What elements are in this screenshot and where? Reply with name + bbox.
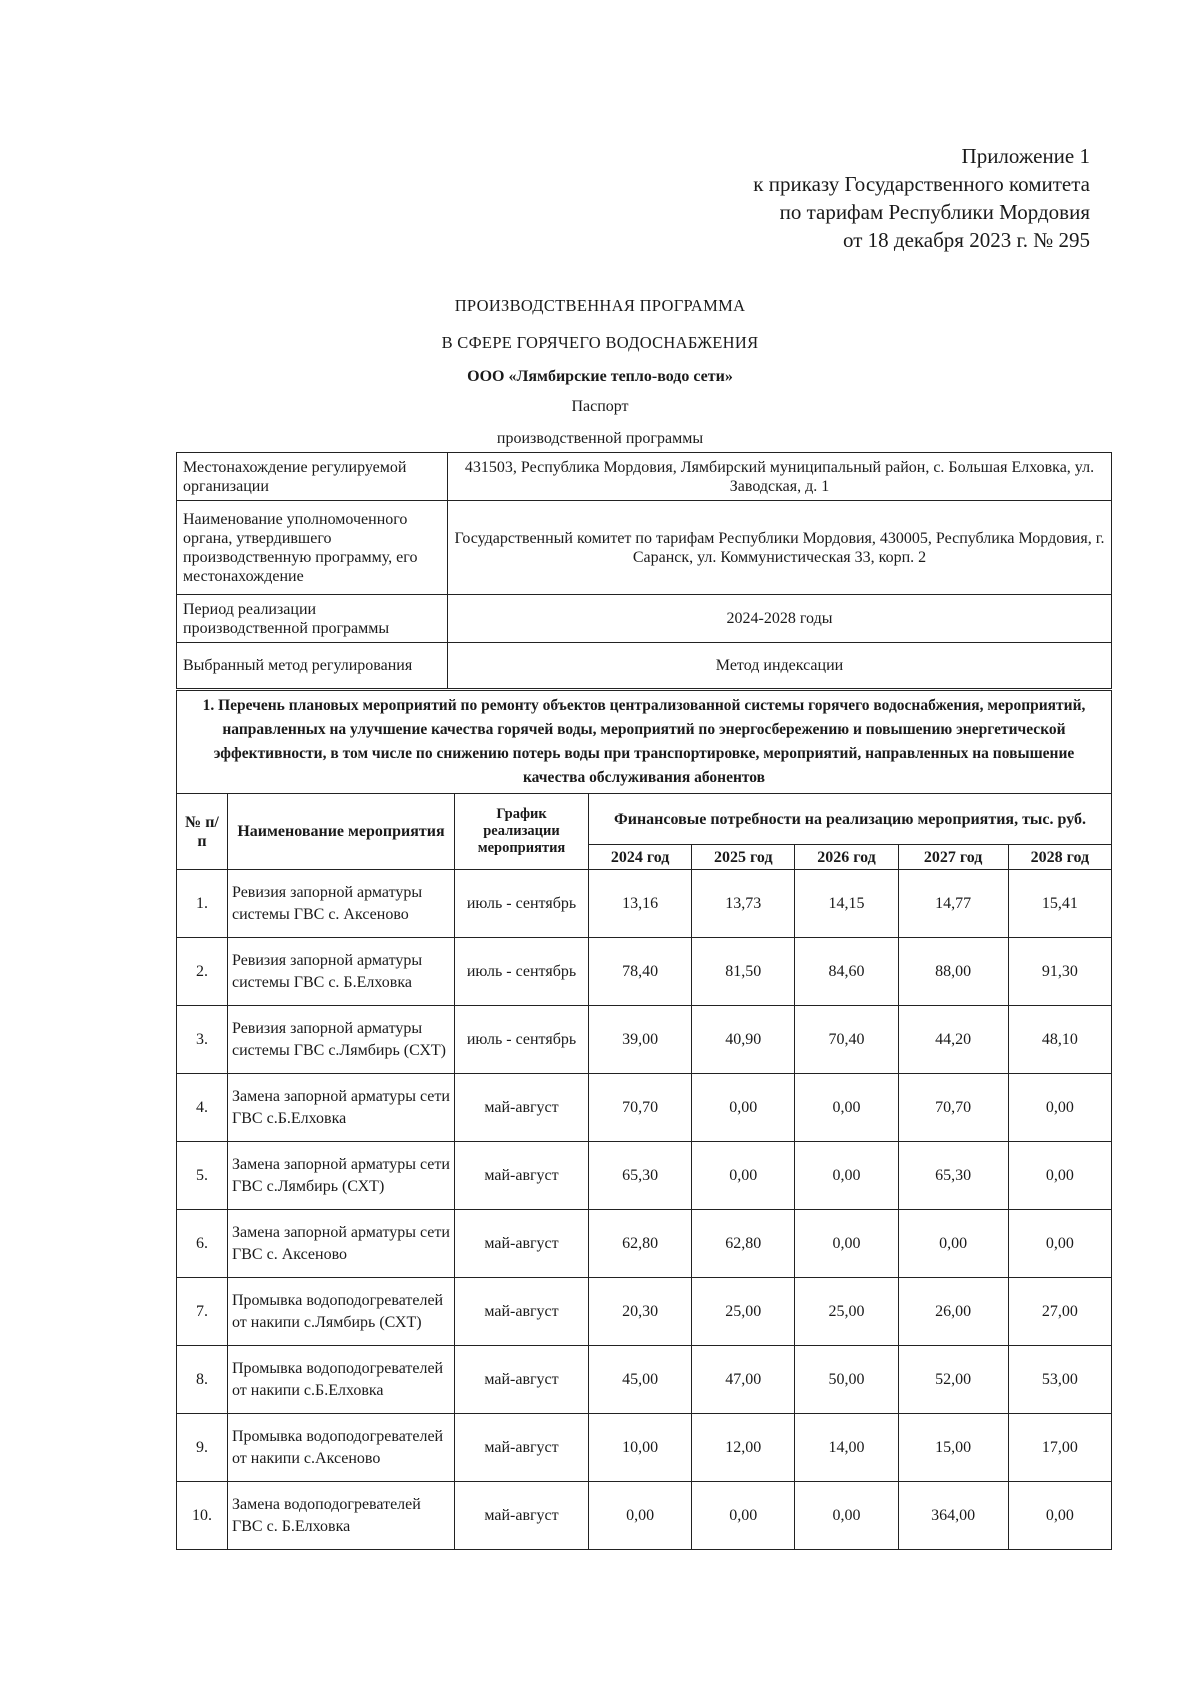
header-year: 2025 год xyxy=(692,845,795,870)
finance-value: 25,00 xyxy=(795,1278,898,1346)
appendix-line: от 18 декабря 2023 г. № 295 xyxy=(843,228,1090,252)
event-name: Замена запорной арматуры сети ГВС с.Б.Елховка xyxy=(228,1074,455,1142)
finance-value: 88,00 xyxy=(898,938,1008,1006)
event-schedule: июль - сентябрь xyxy=(455,870,589,938)
event-schedule: май-август xyxy=(455,1210,589,1278)
header-year: 2027 год xyxy=(898,845,1008,870)
passport-label: Местонахождение регулируемой организации xyxy=(177,453,448,501)
event-schedule: июль - сентябрь xyxy=(455,1006,589,1074)
finance-value: 62,80 xyxy=(692,1210,795,1278)
passport-value: Метод индексации xyxy=(448,643,1112,689)
finance-value: 0,00 xyxy=(692,1142,795,1210)
table-row xyxy=(177,1210,1112,1278)
finance-value: 14,77 xyxy=(898,870,1008,938)
finance-value: 26,00 xyxy=(898,1278,1008,1346)
finance-value: 70,70 xyxy=(898,1074,1008,1142)
finance-value: 0,00 xyxy=(898,1210,1008,1278)
passport-row xyxy=(177,643,1112,689)
finance-value: 81,50 xyxy=(692,938,795,1006)
passport-subheading: производственной программы xyxy=(496,430,704,447)
finance-value: 14,00 xyxy=(795,1414,898,1482)
event-name: Промывка водоподогревателей от накипи с.Лямбирь (СХТ) xyxy=(228,1278,455,1346)
document-subtitle: В СФЕРЕ ГОРЯЧЕГО ВОДОСНАБЖЕНИЯ xyxy=(441,333,759,352)
finance-value: 39,00 xyxy=(589,1006,692,1074)
event-schedule: май-август xyxy=(455,1142,589,1210)
header-schedule: График реализации мероприятия xyxy=(455,794,589,870)
table-row xyxy=(177,1278,1112,1346)
finance-value: 44,20 xyxy=(898,1006,1008,1074)
passport-label: Период реализации производственной программы xyxy=(177,595,448,643)
finance-value: 13,73 xyxy=(692,870,795,938)
finance-value: 78,40 xyxy=(589,938,692,1006)
finance-value: 48,10 xyxy=(1008,1006,1111,1074)
finance-value: 0,00 xyxy=(589,1482,692,1550)
finance-value: 91,30 xyxy=(1008,938,1111,1006)
finance-value: 53,00 xyxy=(1008,1346,1111,1414)
passport-value: 431503, Республика Мордовия, Лямбирский муниципальный район, с. Большая Елховка, ул. Заводская, д. 1 xyxy=(448,453,1112,501)
row-number: 4. xyxy=(177,1074,228,1142)
passport-heading: Паспорт xyxy=(571,398,629,415)
event-name: Промывка водоподогревателей от накипи с.Б.Елховка xyxy=(228,1346,455,1414)
table-row xyxy=(177,1074,1112,1142)
table-row xyxy=(177,938,1112,1006)
finance-value: 0,00 xyxy=(1008,1142,1111,1210)
finance-value: 45,00 xyxy=(589,1346,692,1414)
finance-value: 47,00 xyxy=(692,1346,795,1414)
finance-value: 70,70 xyxy=(589,1074,692,1142)
finance-value: 0,00 xyxy=(692,1074,795,1142)
finance-value: 15,41 xyxy=(1008,870,1111,938)
row-number: 9. xyxy=(177,1414,228,1482)
passport-row xyxy=(177,501,1112,595)
passport-row xyxy=(177,453,1112,501)
events-table xyxy=(176,690,1112,1550)
row-number: 2. xyxy=(177,938,228,1006)
appendix-line: к приказу Государственного комитета xyxy=(753,172,1090,196)
row-number: 7. xyxy=(177,1278,228,1346)
event-name: Замена запорной арматуры сети ГВС с.Лямбирь (СХТ) xyxy=(228,1142,455,1210)
table-row xyxy=(177,870,1112,938)
finance-value: 0,00 xyxy=(795,1210,898,1278)
header-finance: Финансовые потребности на реализацию мероприятия, тыс. руб. xyxy=(589,794,1112,845)
row-number: 8. xyxy=(177,1346,228,1414)
organization-name: ООО «Лямбирские тепло-водо сети» xyxy=(467,368,733,385)
finance-value: 20,30 xyxy=(589,1278,692,1346)
passport-value: Государственный комитет по тарифам Республики Мордовия, 430005, Республика Мордовия, г. Саранск, ул. Коммунистическая 33, корп. 2 xyxy=(448,501,1112,595)
event-name: Замена водоподогревателей ГВС с. Б.Елховка xyxy=(228,1482,455,1550)
finance-value: 0,00 xyxy=(1008,1210,1111,1278)
event-schedule: май-август xyxy=(455,1074,589,1142)
row-number: 1. xyxy=(177,870,228,938)
header-row xyxy=(177,794,1112,845)
event-schedule: май-август xyxy=(455,1482,589,1550)
event-schedule: май-август xyxy=(455,1346,589,1414)
finance-value: 15,00 xyxy=(898,1414,1008,1482)
finance-value: 40,90 xyxy=(692,1006,795,1074)
appendix-line: Приложение 1 xyxy=(961,144,1090,168)
finance-value: 52,00 xyxy=(898,1346,1008,1414)
finance-value: 17,00 xyxy=(1008,1414,1111,1482)
appendix-header xyxy=(753,142,1090,254)
row-number: 6. xyxy=(177,1210,228,1278)
event-name: Промывка водоподогревателей от накипи с.Аксеново xyxy=(228,1414,455,1482)
event-name: Ревизия запорной арматуры системы ГВС с. Аксеново xyxy=(228,870,455,938)
finance-value: 13,16 xyxy=(589,870,692,938)
finance-value: 62,80 xyxy=(589,1210,692,1278)
finance-value: 27,00 xyxy=(1008,1278,1111,1346)
event-schedule: май-август xyxy=(455,1414,589,1482)
passport-table xyxy=(176,452,1112,689)
event-schedule: май-август xyxy=(455,1278,589,1346)
finance-value: 12,00 xyxy=(692,1414,795,1482)
finance-value: 0,00 xyxy=(795,1482,898,1550)
finance-value: 25,00 xyxy=(692,1278,795,1346)
finance-value: 14,15 xyxy=(795,870,898,938)
row-number: 3. xyxy=(177,1006,228,1074)
finance-value: 0,00 xyxy=(795,1142,898,1210)
passport-label: Выбранный метод регулирования xyxy=(177,643,448,689)
header-name: Наименование мероприятия xyxy=(228,794,455,870)
finance-value: 65,30 xyxy=(898,1142,1008,1210)
appendix-line: по тарифам Республики Мордовия xyxy=(779,200,1090,224)
finance-value: 0,00 xyxy=(795,1074,898,1142)
finance-value: 0,00 xyxy=(692,1482,795,1550)
finance-value: 364,00 xyxy=(898,1482,1008,1550)
finance-value: 10,00 xyxy=(589,1414,692,1482)
event-name: Ревизия запорной арматуры системы ГВС с. Б.Елховка xyxy=(228,938,455,1006)
event-name: Замена запорной арматуры сети ГВС с. Аксеново xyxy=(228,1210,455,1278)
section-title: 1. Перечень плановых мероприятий по ремонту объектов централизованной системы горячего водоснабжения, мероприятий, направленных на улучшение качества горячей воды, мероприятий по энергосбережению и повышению энергетической эффективности, в том числе по снижению потерь воды при транспортировке, мероприятий, направленных на повышение качества обслуживания абонентов xyxy=(177,691,1112,794)
row-number: 10. xyxy=(177,1482,228,1550)
finance-value: 70,40 xyxy=(795,1006,898,1074)
passport-row xyxy=(177,595,1112,643)
table-row xyxy=(177,1414,1112,1482)
header-num: № п/п xyxy=(177,794,228,870)
finance-value: 0,00 xyxy=(1008,1482,1111,1550)
document-title: ПРОИЗВОДСТВЕННАЯ ПРОГРАММА xyxy=(454,296,746,315)
row-number: 5. xyxy=(177,1142,228,1210)
finance-value: 84,60 xyxy=(795,938,898,1006)
finance-value: 0,00 xyxy=(1008,1074,1111,1142)
table-row xyxy=(177,1346,1112,1414)
passport-value: 2024-2028 годы xyxy=(448,595,1112,643)
table-row xyxy=(177,1142,1112,1210)
event-name: Ревизия запорной арматуры системы ГВС с.Лямбирь (СХТ) xyxy=(228,1006,455,1074)
header-year: 2028 год xyxy=(1008,845,1111,870)
header-year: 2024 год xyxy=(589,845,692,870)
passport-label: Наименование уполномоченного органа, утвердившего производственную программу, его местонахождение xyxy=(177,501,448,595)
table-row xyxy=(177,1006,1112,1074)
finance-value: 65,30 xyxy=(589,1142,692,1210)
section-row xyxy=(177,691,1112,794)
event-schedule: июль - сентябрь xyxy=(455,938,589,1006)
finance-value: 50,00 xyxy=(795,1346,898,1414)
table-row xyxy=(177,1482,1112,1550)
header-year: 2026 год xyxy=(795,845,898,870)
